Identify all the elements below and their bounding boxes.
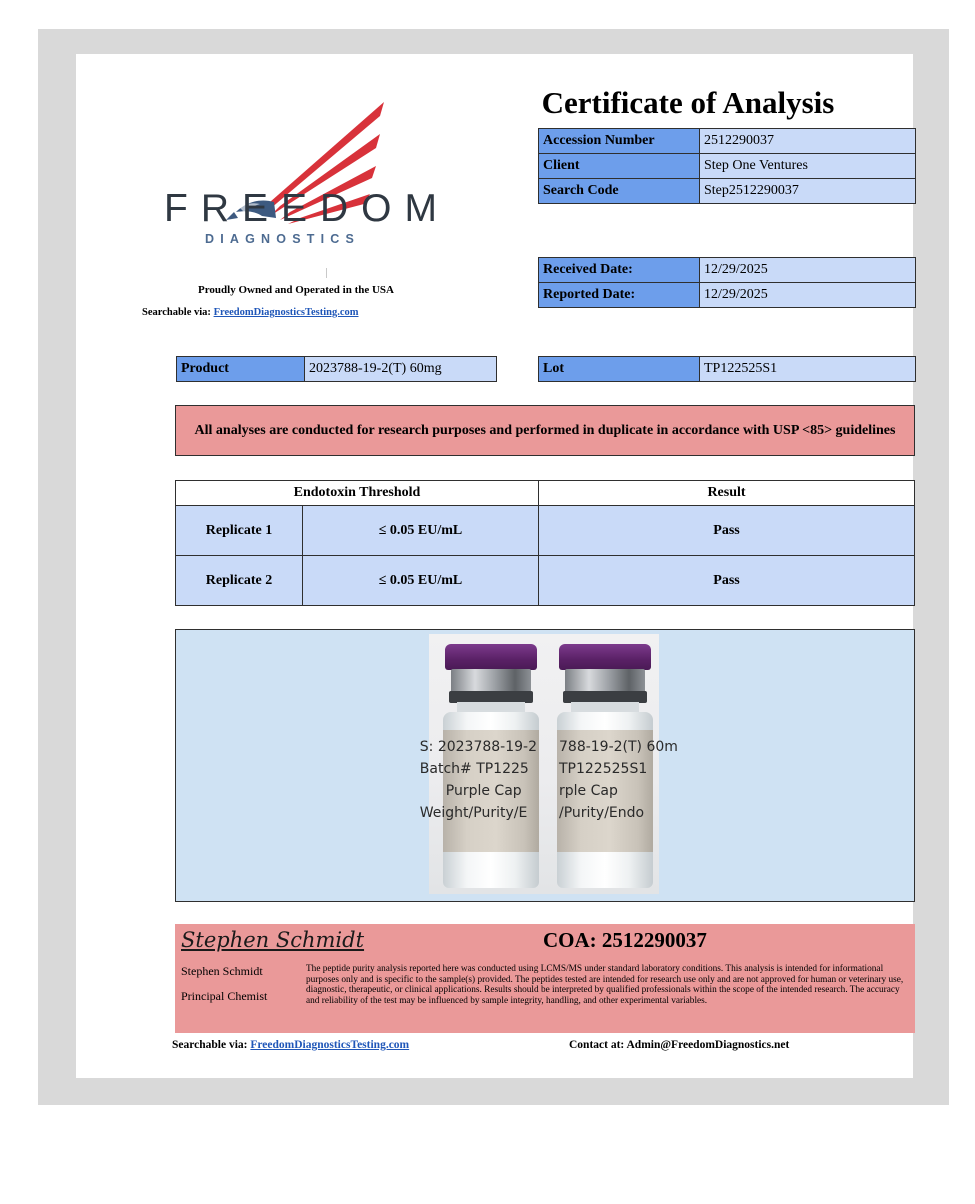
reported-date-value: 12/29/2025	[700, 283, 916, 308]
vial-label-line: Batch# TP1225	[419, 761, 529, 777]
certificate-page	[76, 54, 913, 1078]
website-link[interactable]: FreedomDiagnosticsTesting.com	[213, 307, 359, 318]
tagline: Proudly Owned and Operated in the USA	[198, 284, 394, 296]
received-date-value: 12/29/2025	[700, 258, 916, 283]
table-row	[176, 556, 915, 606]
purple-cap	[559, 644, 651, 670]
vial-label-line: TP122525S1	[559, 761, 648, 777]
logo-subtitle: DIAGNOSTICS	[205, 232, 361, 246]
footer-website-link[interactable]: FreedomDiagnosticsTesting.com	[250, 1039, 410, 1051]
purple-cap	[445, 644, 537, 670]
result-value: Pass	[539, 556, 915, 606]
reported-date-label: Reported Date:	[539, 283, 700, 308]
table-row	[539, 129, 916, 154]
searchable-via-top	[142, 307, 359, 318]
vial-label-line: S: 2023788-19-2	[419, 739, 537, 755]
table-header-row	[176, 481, 915, 506]
page-title: Certificate of Analysis	[541, 85, 835, 120]
vial-left	[419, 644, 541, 892]
vial-right	[553, 644, 678, 892]
searchable-label: Searchable via:	[142, 307, 211, 318]
client-label: Client	[539, 154, 700, 179]
table-row	[539, 258, 916, 283]
accession-label: Accession Number	[539, 129, 700, 154]
threshold-value: ≤ 0.05 EU/mL	[303, 506, 539, 556]
research-notice: All analyses are conducted for research purposes and performed in duplicate in accordance with USP <85> guidelines	[175, 405, 915, 456]
vial-label-line: Weight/Purity/E	[419, 805, 528, 821]
search-code-value: Step2512290037	[700, 179, 916, 204]
vial-label-line: rple Cap	[559, 783, 618, 799]
document-viewer	[38, 29, 949, 1105]
vial-label-line: /Purity/Endo	[559, 805, 645, 821]
vial-label	[557, 730, 678, 852]
client-value: Step One Ventures	[700, 154, 916, 179]
footer-searchable	[172, 1039, 409, 1051]
vial-label	[419, 730, 539, 852]
product-table	[176, 356, 497, 382]
replicate-label: Replicate 2	[176, 556, 303, 606]
threshold-header: Endotoxin Threshold	[176, 481, 539, 506]
signature-block	[175, 924, 915, 1033]
footer-search-label: Searchable via:	[172, 1039, 248, 1051]
signer-name: Stephen Schmidt	[181, 964, 263, 978]
handwritten-signature: Stephen Schmidt	[181, 928, 365, 952]
result-header: Result	[539, 481, 915, 506]
sample-photo-panel	[175, 629, 915, 902]
footer-contact: Contact at: Admin@FreedomDiagnostics.net	[569, 1039, 790, 1051]
search-code-label: Search Code	[539, 179, 700, 204]
lot-value: TP122525S1	[700, 357, 916, 382]
logo-wordmark: FREEDOM	[164, 187, 450, 230]
lot-table	[538, 356, 916, 382]
threshold-value: ≤ 0.05 EU/mL	[303, 556, 539, 606]
disclaimer-text: The peptide purity analysis reported here was conducted using LCMS/MS under standard laboratory conditions. This analysis is intended for informational purposes only and is specific to the sample(s) provided. The peptides tested are intended for research use only and are not approved for human or veterinary use, diagnostic, therapeutic, or clinical applications. Results should be interpreted by qualified professionals within the scope of the intended research. The accuracy and reliability of the test may be influenced by sample integrity, handling, and other experimental variables.	[306, 964, 904, 1006]
result-value: Pass	[539, 506, 915, 556]
table-row	[539, 154, 916, 179]
product-label: Product	[177, 357, 305, 382]
accession-table	[538, 128, 916, 204]
endotoxin-results-table	[175, 480, 915, 606]
accession-value: 2512290037	[700, 129, 916, 154]
product-value: 2023788-19-2(T) 60mg	[305, 357, 497, 382]
table-row	[539, 179, 916, 204]
vial-label-line: 788-19-2(T) 60m	[559, 739, 678, 755]
lot-label: Lot	[539, 357, 700, 382]
dates-table	[538, 257, 916, 308]
table-row	[539, 357, 916, 382]
vial-label-line: Purple Cap	[445, 783, 522, 799]
vial-photo	[419, 634, 678, 894]
replicate-label: Replicate 1	[176, 506, 303, 556]
table-row	[177, 357, 497, 382]
table-row	[176, 506, 915, 556]
divider	[326, 268, 327, 278]
signer-role: Principal Chemist	[181, 989, 268, 1003]
received-date-label: Received Date:	[539, 258, 700, 283]
coa-number: COA: 2512290037	[543, 928, 707, 952]
table-row	[539, 283, 916, 308]
